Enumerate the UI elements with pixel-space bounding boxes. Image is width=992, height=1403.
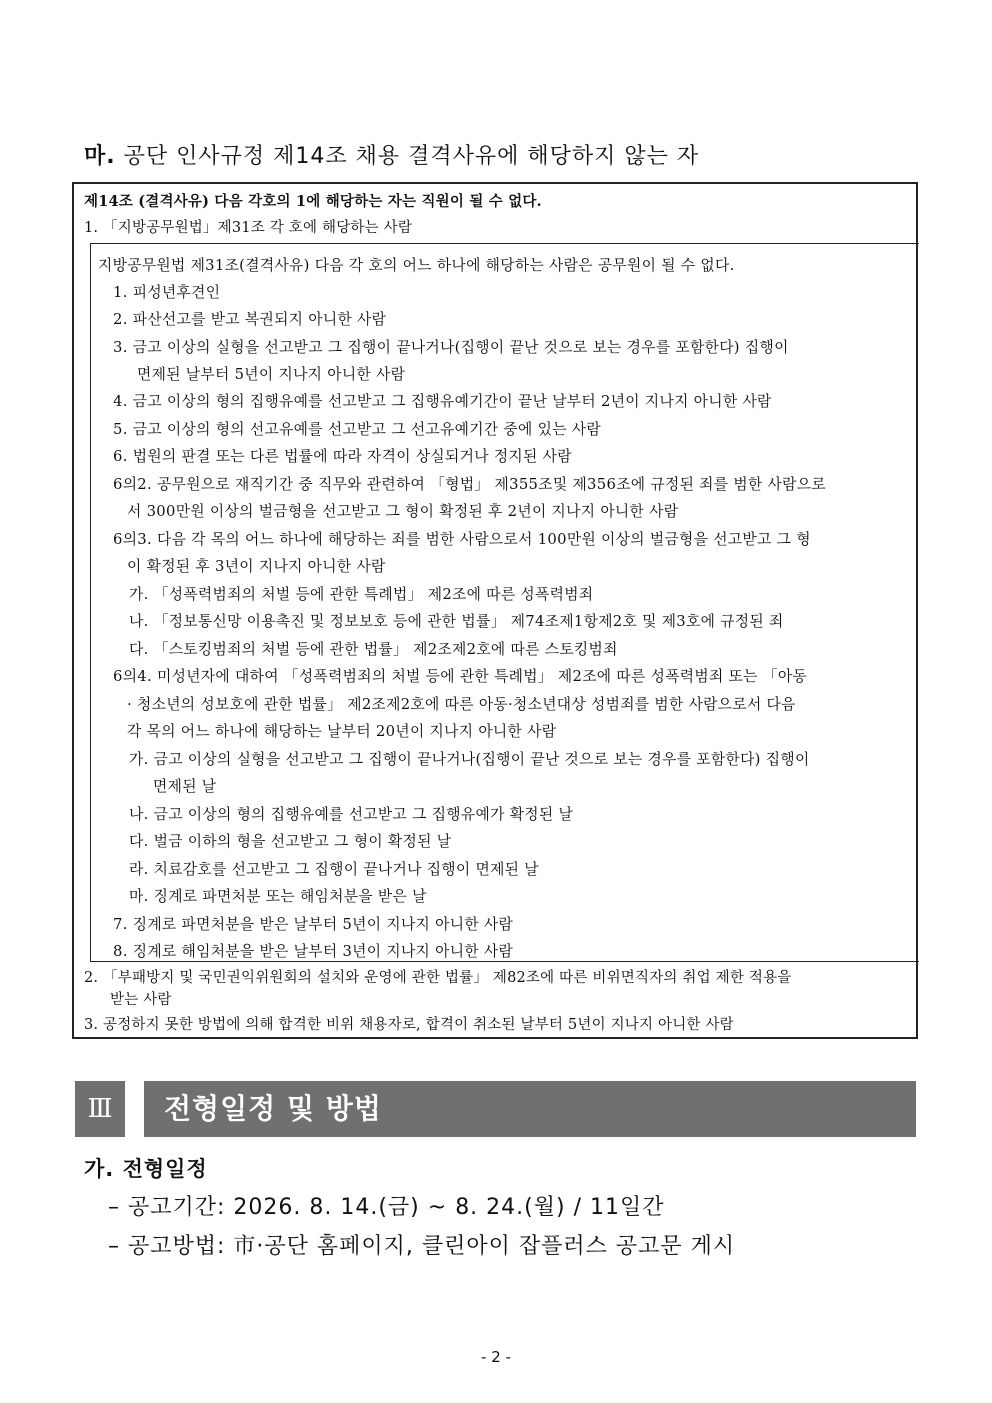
article31-line: 6의3. 다음 각 목의 어느 하나에 해당하는 죄를 범한 사람으로서 100만원 이상의 벌금형을 선고받고 그 형: [113, 531, 811, 548]
article31-line: 5. 금고 이상의 형의 선고유예를 선고받고 그 선고유예기간 중에 있는 사람: [113, 421, 601, 438]
article31-line: 가. 「성폭력범죄의 처벌 등에 관한 특례법」 제2조에 따른 성폭력범죄: [129, 586, 594, 603]
section-ma-text: 공단 인사규정 제14조 채용 결격사유에 해당하지 않는 자: [115, 144, 700, 169]
article14-box: [72, 182, 918, 1039]
page-number: - 2 -: [481, 1348, 511, 1366]
article31-line: 4. 금고 이상의 형의 집행유예를 선고받고 그 집행유예기간이 끝난 날부터 2년이 지나지 아니한 사람: [113, 393, 772, 410]
article31-line: 가. 금고 이상의 실형을 선고받고 그 집행이 끝나거나(집행이 끝난 것으로 보는 경우를 포함한다) 집행이: [129, 751, 810, 768]
article14-item2: 2. 「부패방지 및 국민권익위원회의 설치와 운영에 관한 법률」 제82조에 따른 비위면직자의 취업 제한 적용을: [84, 970, 792, 986]
section-title: 전형일정 및 방법: [164, 1092, 382, 1125]
article14-item1: 1. 「지방공무원법」제31조 각 호에 해당하는 사람: [84, 220, 413, 236]
schedule-item-method: – 공고방법: 市·공단 홈페이지, 클린아이 잡플러스 공고문 게시: [108, 1234, 736, 1259]
article31-line: 1. 피성년후견인: [113, 284, 221, 301]
article31-line: 나. 「정보통신망 이용촉진 및 정보보호 등에 관한 법률」 제74조제1항제2호 및 제3호에 규정된 죄: [129, 613, 784, 630]
article31-line: 2. 파산선고를 받고 복권되지 아니한 사람: [113, 311, 387, 328]
article31-line: 라. 치료감호를 선고받고 그 집행이 끝나거나 집행이 면제된 날: [129, 861, 539, 878]
section-number-badge: Ⅲ: [75, 1081, 125, 1137]
article31-line: 나. 금고 이상의 형의 집행유예를 선고받고 그 집행유예가 확정된 날: [129, 806, 574, 823]
section-ma-heading: [84, 139, 699, 170]
article31-line: 마. 징계로 파면처분 또는 해임처분을 받은 날: [129, 888, 427, 905]
schedule-heading: 가. 전형일정: [84, 1157, 208, 1181]
article31-line: 3. 금고 이상의 실형을 선고받고 그 집행이 끝나거나(집행이 끝난 것으로 보는 경우를 포함한다) 집행이: [113, 339, 789, 356]
section-ma-label: 마.: [84, 144, 116, 169]
article14-title: 제14조 (결격사유) 다음 각호의 1에 해당하는 자는 직원이 될 수 없다.: [84, 193, 542, 210]
article31-line: 면제된 날부터 5년이 지나지 아니한 사람: [137, 366, 406, 383]
section-title-bar: [144, 1081, 916, 1137]
article31-intro: 지방공무원법 제31조(결격사유) 다음 각 호의 어느 하나에 해당하는 사람은 공무원이 될 수 없다.: [98, 257, 735, 274]
article14-item3: 3. 공정하지 못한 방법에 의해 합격한 비위 채용자로, 합격이 취소된 날부터 5년이 지나지 아니한 사람: [84, 1017, 734, 1033]
article31-line: 7. 징계로 파면처분을 받은 날부터 5년이 지나지 아니한 사람: [113, 916, 514, 933]
article31-line: 6. 법원의 판결 또는 다른 법률에 따라 자격이 상실되거나 정지된 사람: [113, 448, 572, 465]
article31-line: 6의4. 미성년자에 대하여 「성폭력범죄의 처벌 등에 관한 특례법」 제2조에 따른 성폭력범죄 또는 「아동: [113, 668, 808, 685]
article31-box: [90, 243, 919, 962]
article31-line: 다. 「스토킹범죄의 처벌 등에 관한 법률」 제2조제2호에 따른 스토킹범죄: [129, 641, 618, 658]
schedule-item-period: – 공고기간: 2026. 8. 14.(금) ~ 8. 24.(월) / 11일간: [108, 1195, 665, 1220]
article14-item2-cont: 받는 사람: [110, 992, 172, 1008]
article31-line: 이 확정된 후 3년이 지나지 아니한 사람: [127, 558, 386, 575]
article31-line: · 청소년의 성보호에 관한 법률」 제2조제2호에 따른 아동·청소년대상 성범죄를 범한 사람으로서 다음: [127, 696, 796, 713]
article31-line: 각 목의 어느 하나에 해당하는 날부터 20년이 지나지 아니한 사람: [127, 723, 557, 740]
article31-line: 면제된 날: [153, 778, 217, 795]
article31-line: 8. 징계로 해임처분을 받은 날부터 3년이 지나지 아니한 사람: [113, 943, 514, 960]
article31-line: 6의2. 공무원으로 재직기간 중 직무와 관련하여 「형법」 제355조및 제356조에 규정된 죄를 범한 사람으로: [113, 476, 826, 493]
article31-line: 다. 벌금 이하의 형을 선고받고 그 형이 확정된 날: [129, 833, 452, 850]
article31-line: 서 300만원 이상의 벌금형을 선고받고 그 형이 확정된 후 2년이 지나지 아니한 사람: [127, 503, 679, 520]
